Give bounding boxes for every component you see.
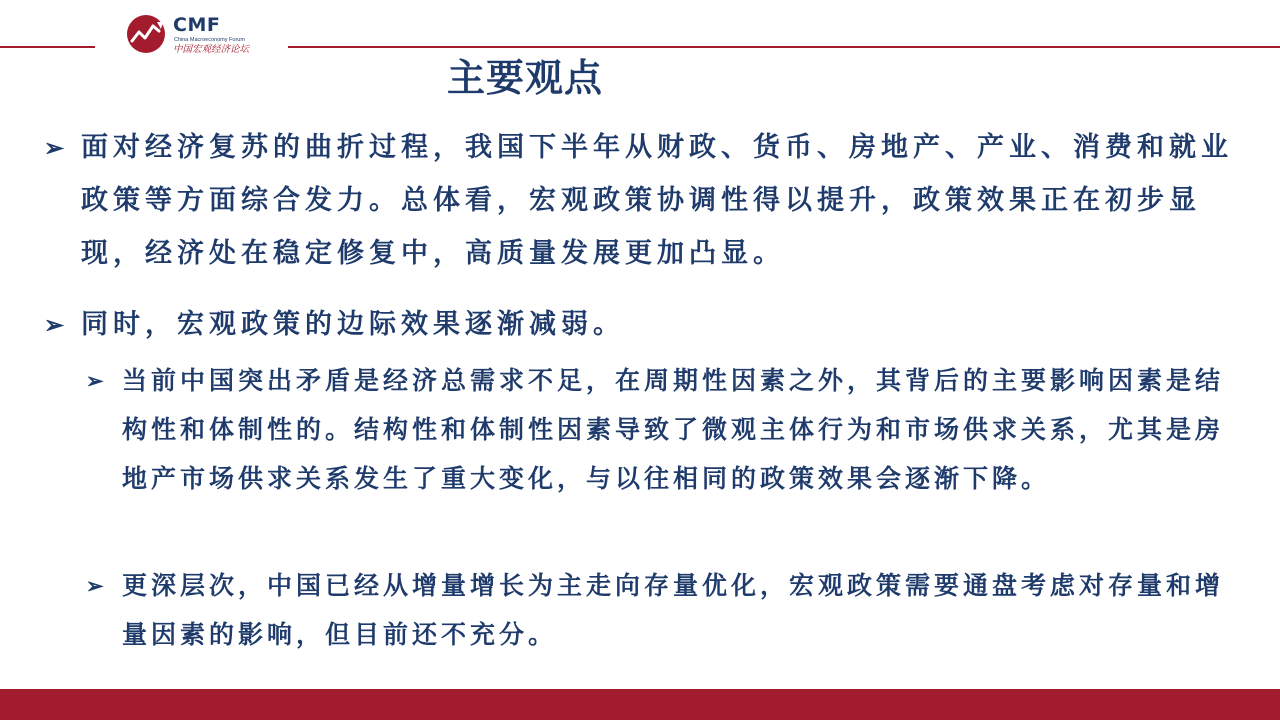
sub-bullet-text: 更深层次，中国已经从增量增长为主走向存量优化，宏观政策需要通盘考虑对存量和增量因素的影响，但目前还不充分。 (122, 571, 1225, 649)
sub-bullet-stock-optimization (86, 561, 1266, 659)
bullet-text: 面对经济复苏的曲折过程，我国下半年从财政、货币、房地产、产业、消费和就业政策等方面综合发力。总体看，宏观政策协调性得以提升，政策效果正在初步显现，经济处在稳定修复中，高质量发展更加凸显。 (81, 132, 1233, 269)
bullet-diminishing-effect (44, 298, 1274, 351)
logo-chinese-name: 中国宏观经济论坛 (173, 44, 250, 55)
header-rule-right (288, 46, 1280, 48)
footer-bar (0, 689, 1280, 720)
sub-bullet-text: 当前中国突出矛盾是经济总需求不足，在周期性因素之外，其背后的主要影响因素是结构性和体制性的。结构性和体制性因素导致了微观主体行为和市场供求关系，尤其是房地产市场供求关系发生了重大变化，与以往相同的政策效果会逐渐下降。 (122, 366, 1225, 493)
logo-brand-text: CMF (173, 14, 221, 36)
bullet-text: 同时，宏观政策的边际效果逐渐减弱。 (81, 309, 625, 340)
sub-bullet-demand-shortfall (86, 356, 1266, 503)
sub-bullet-arrow-icon: ➢ (86, 573, 108, 598)
slide-title: 主要观点 (446, 56, 603, 100)
header-rule-left (0, 46, 95, 48)
sub-bullet-arrow-icon: ➢ (86, 368, 108, 393)
logo-english-name: China Macroeconomy Forum (174, 37, 245, 43)
cmf-logo-mark-icon (126, 14, 166, 54)
cmf-logo (126, 12, 261, 56)
bullet-recovery-policy (44, 121, 1274, 280)
bullet-arrow-icon: ➢ (44, 133, 70, 162)
bullet-arrow-icon: ➢ (44, 310, 70, 339)
